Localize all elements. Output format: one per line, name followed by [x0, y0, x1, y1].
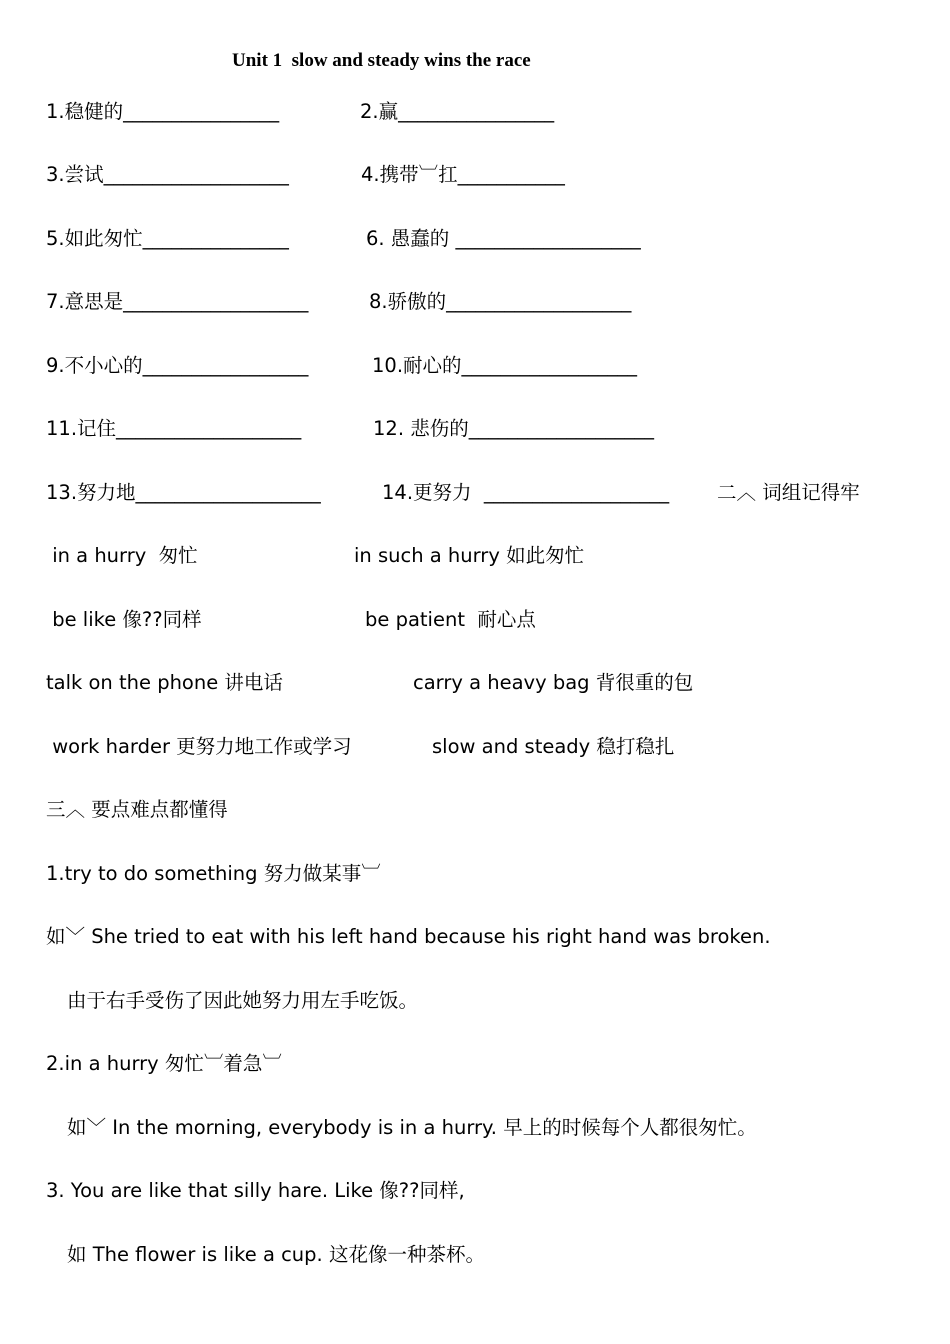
phrase-item: in a hurry 匆忙	[46, 544, 198, 567]
vocab-item-9: 9.不小心的_________________	[46, 354, 309, 377]
section3-heading: 三︿ 要点难点都懂得	[46, 798, 228, 821]
phrase-item: talk on the phone 讲电话	[46, 671, 283, 694]
vocab-item-3: 3.尝试___________________	[46, 163, 289, 186]
vocab-item-2: 2.赢________________	[360, 100, 555, 123]
vocab-item-10: 10.耐心的__________________	[372, 354, 638, 377]
phrase-item: in such a hurry 如此匆忙	[354, 544, 585, 567]
vocab-item-4: 4.携带︺扛___________	[361, 163, 565, 186]
vocab-item-5: 5.如此匆忙_______________	[46, 227, 289, 250]
vocab-item-12: 12. 悲伤的___________________	[373, 417, 654, 440]
phrase-item: slow and steady 稳打稳扎	[432, 735, 675, 758]
vocab-item-13: 13.努力地___________________	[46, 481, 321, 504]
vocab-item-11: 11.记住___________________	[46, 417, 302, 440]
vocab-item-8: 8.骄傲的___________________	[369, 290, 632, 313]
point-line: 3. You are like that silly hare. Like 像??同样,	[46, 1179, 465, 1202]
phrase-item: work harder 更努力地工作或学习	[46, 735, 352, 758]
point-line: 如﹀ She tried to eat with his left hand because his right hand was broken.	[46, 925, 771, 948]
point-line: 2.in a hurry 匆忙︺着急︺	[46, 1052, 282, 1075]
vocab-item-14: 14.更努力 ___________________	[382, 481, 670, 504]
vocab-item-6: 6. 愚蠢的 ___________________	[366, 227, 641, 250]
vocab-item-7: 7.意思是___________________	[46, 290, 309, 313]
page-title: Unit 1 slow and steady wins the race	[232, 50, 531, 71]
vocab-item-1: 1.稳健的________________	[46, 100, 280, 123]
point-line: 如 The flower is like a cup. 这花像一种茶杯。	[67, 1243, 485, 1266]
phrase-item: carry a heavy bag 背很重的包	[413, 671, 694, 694]
point-line: 由于右手受伤了因此她努力用左手吃饭。	[67, 989, 419, 1012]
phrase-item: be like 像??同样	[46, 608, 202, 631]
point-line: 如﹀ In the morning, everybody is in a hurry. 早上的时候每个人都很匆忙。	[67, 1116, 757, 1139]
section2-heading: 二︿ 词组记得牢	[717, 481, 860, 504]
point-line: 1.try to do something 努力做某事︺	[46, 862, 381, 885]
phrase-item: be patient 耐心点	[365, 608, 536, 631]
